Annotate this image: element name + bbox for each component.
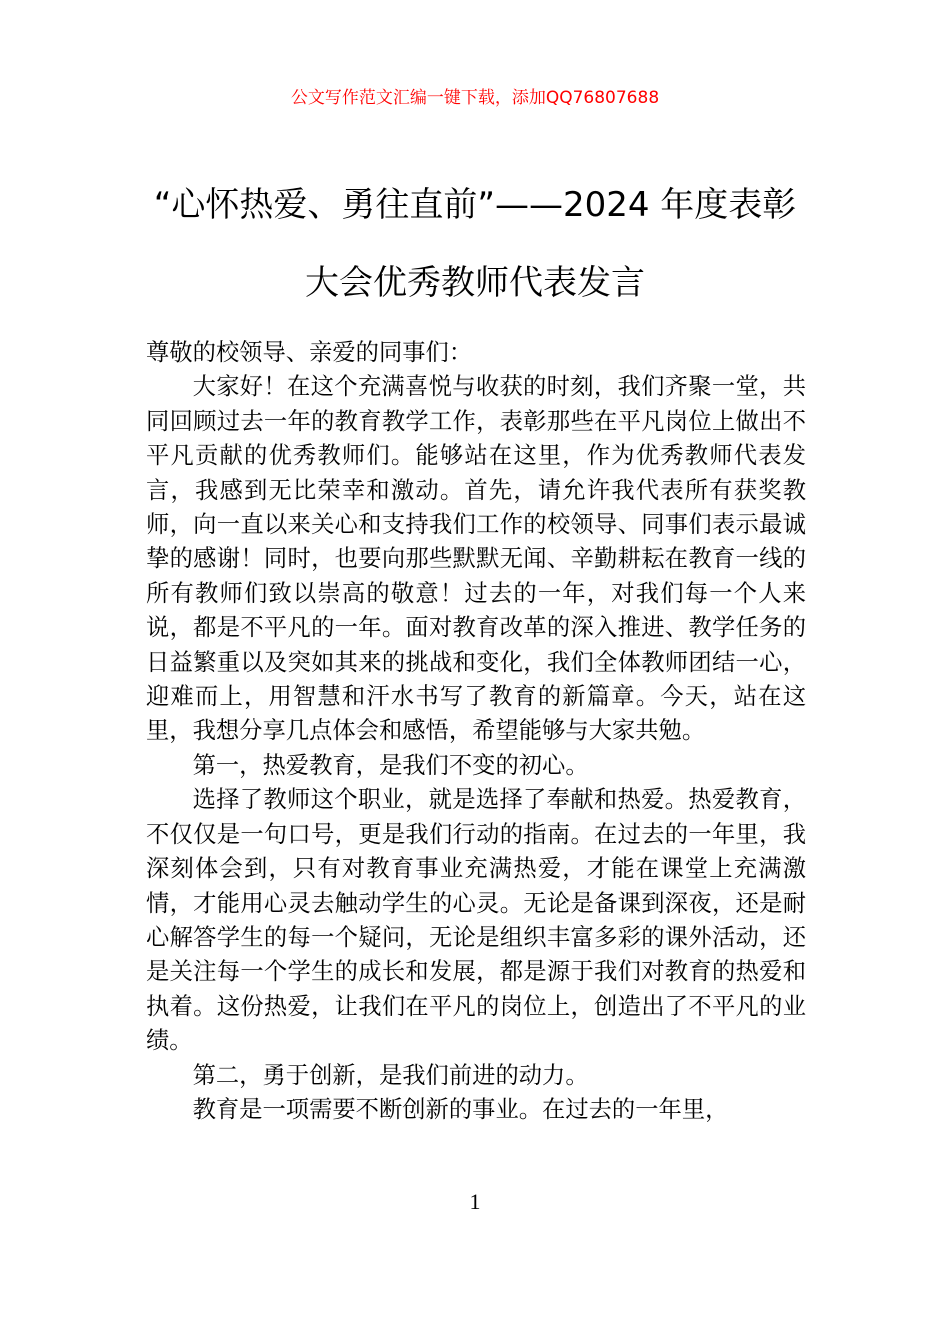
document-body [146,336,806,1127]
heading-point-1: 第一，热爱教育，是我们不变的初心。 [192,751,589,779]
title-line-1: “心怀热爱、勇往直前”——2024 年度表彰 [153,185,797,225]
paragraph-intro: 大家好！在这个充满喜悦与收获的时刻，我们齐聚一堂，共同回顾过去一年的教育教学工作，表彰那些在平凡岗位上做出不平凡贡献的优秀教师们。能够站在这里，作为优秀教师代表发言，我感到无比荣幸和激动。首先，请允许我代表所有获奖教师，向一直以来关心和支持我们工作的校领导、同事们表示最诚挚的感谢！同时，也要向那些默默无闻、辛勤耕耘在教育一线的所有教师们致以崇高的敬意！过去的一年，对我们每一个人来说，都是不平凡的一年。面对教育改革的深入推进、教学任务的日益繁重以及突如其来的挑战和变化，我们全体教师团结一心，迎难而上，用智慧和汗水书写了教育的新篇章。今天，站在这里，我想分享几点体会和感悟，希望能够与大家共勉。 [146,373,806,745]
title-line-2: 大会优秀教师代表发言 [305,263,645,303]
paragraph-point-2: 教育是一项需要不断创新的事业。在过去的一年里， [192,1095,729,1123]
page-number: 1 [469,1189,481,1214]
salutation: 尊敬的校领导、亲爱的同事们： [146,339,473,366]
document-title [130,166,820,322]
download-banner: 公文写作范文汇编一键下载，添加QQ76807688 [290,88,660,108]
heading-point-2: 第二，勇于创新，是我们前进的动力。 [192,1061,589,1089]
paragraph-point-1: 选择了教师这个职业，就是选择了奉献和热爱。热爱教育，不仅仅是一句口号，更是我们行动的指南。在过去的一年里，我深刻体会到，只有对教育事业充满热爱，才能在课堂上充满激情，才能用心灵去触动学生的心灵。无论是备课到深夜，还是耐心解答学生的每一个疑问，无论是组织丰富多彩的课外活动，还是关注每一个学生的成长和发展，都是源于我们对教育的热爱和执着。这份热爱，让我们在平凡的岗位上，创造出了不平凡的业绩。 [146,786,806,1055]
